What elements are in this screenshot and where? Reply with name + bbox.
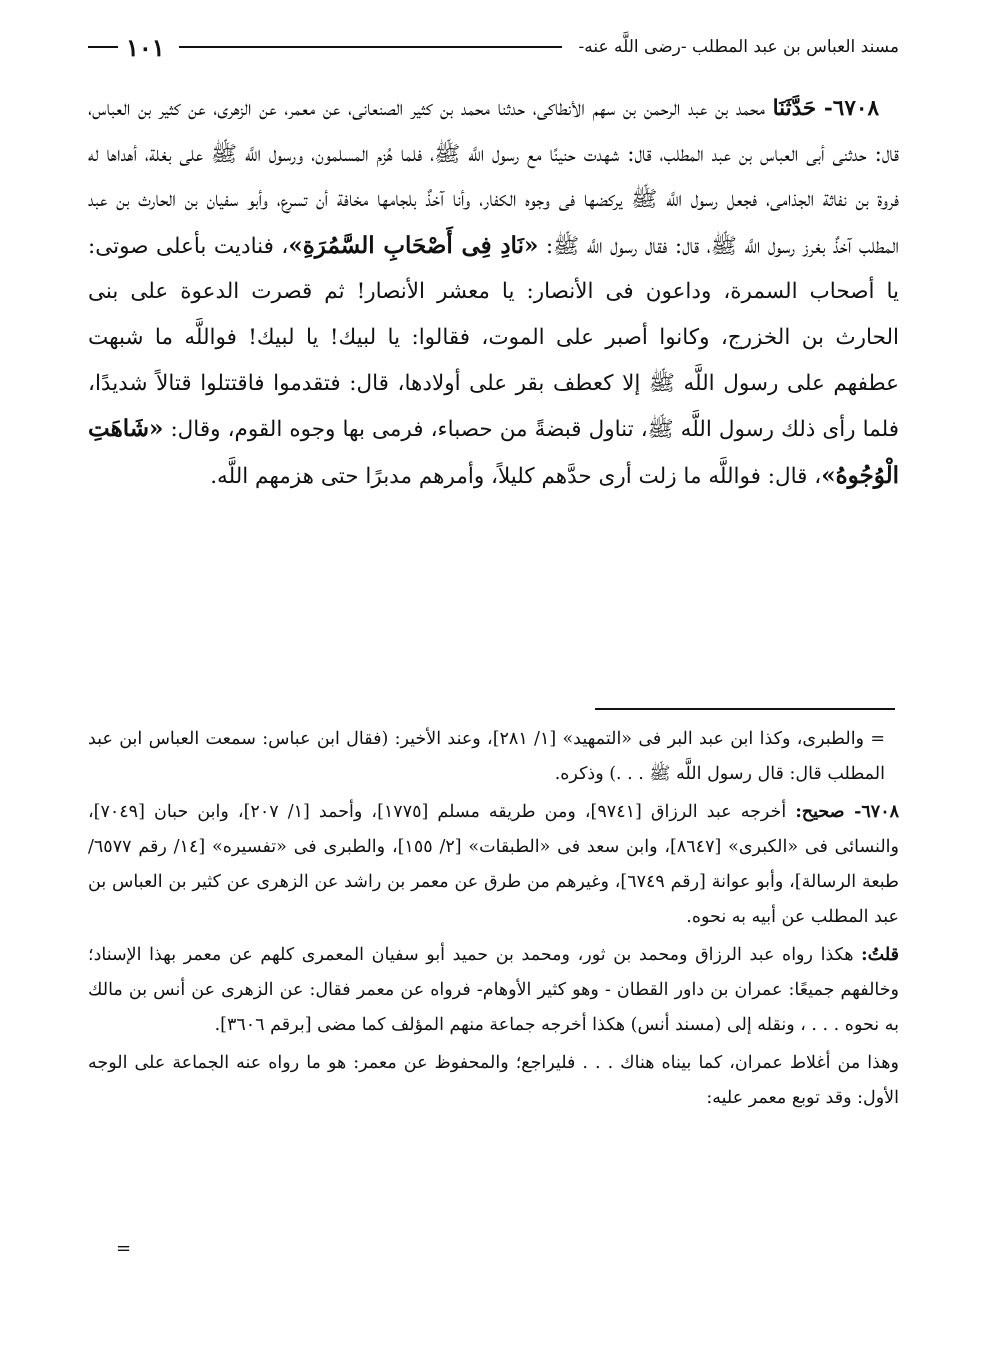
hadith-text-part-2: ، فناديت بأعلى صوتى: يا أصحاب السمرة، وداعون فى الأنصار: يا معشر الأنصار! ثم قصرت الدعوة على بنى الحارث بن الخزرج، وكانوا أصبر على الموت، فقالوا: يا لبيك! يا لبيك! فواللَّه ما شبهت عطفهم على رسول اللَّه ﷺ إلا كعطف بقر على أولادها، قال: فتقدموا فاقتتلوا قتالاً شديدًا، فلما رأى ذلك رسول اللَّه ﷺ، تناول قبضةً من حصباء، فرمى بها وجوه القوم، وقال: bbox=[88, 233, 899, 443]
footnote-conclusion: وهذا من أغلاط عمران، كما بيناه هناك . . . فليراجع؛ والمحفوظ عن معمر: هو ما رواه عنه الجماعة على الوجه الأول: وقد توبع معمر عليه: bbox=[88, 1053, 899, 1108]
footnote-takhrij bbox=[88, 795, 899, 935]
footnote-comment bbox=[88, 938, 899, 1043]
hadith-lead: حَدَّثَنَا bbox=[772, 96, 817, 121]
continuation-mark: = bbox=[116, 1238, 132, 1259]
hadith-text-part-1: محمد بن عبد الرحمن بن سهم الأنطاكى، حدثنا محمد بن كثير الصنعانى، عن معمر، عن الزهرى، عن كثير بن العباس، قال: حدثنى أبى العباس بن عبد المطلب، قال: شهدت حنينًا مع رسول اللَّه ﷺ، فلما هُزم المسلمون، ورسول اللَّه ﷺ على بغلة، أهداها له فروة بن نفاثة الجذامى، فجعل رسول اللَّه ﷺ يركضها فى وجوه الكفار، وأنا آخذٌ بلجامها مخافة أن تسرع، وأبو سفيان بن الحارث بن عبد المطلب آخذٌ بغرز رسول اللَّه ﷺ، قال: فقال رسول اللَّه ﷺ: bbox=[88, 96, 900, 259]
page-number: ١٠١ bbox=[126, 32, 165, 62]
hadith-number: ٦٧٠٨- bbox=[823, 96, 879, 121]
hadith-text bbox=[88, 86, 899, 499]
footnote-takhrij-text: أخرجه عبد الرزاق [٩٧٤١]، ومن طريقه مسلم [١٧٧٥]، وأحمد [١/ ٢٠٧]، وابن حبان [٧٠٤٩]، والنسائى فى «الكبرى» [٨٦٤٧]، وابن سعد فى «الطبقات» [٢/ ١٥٥]، والطبرى فى «تفسيره» [١٤/ رقم ٦٥٧٧/ طبعة الرسالة]، وأبو عوانة [رقم ٦٧٤٩]، وغيرهم من طرق عن معمر بن راشد عن الزهرى عن كثير بن العباس بن عبد المطلب عن أبيه به نحوه. bbox=[88, 802, 899, 927]
running-header bbox=[88, 30, 899, 64]
prophet-quote-1: «نَادِ فِى أَصْحَابِ السَّمُرَةِ» bbox=[288, 231, 539, 259]
header-title: مسند العباس بن عبد المطلب -رضى اللَّه عنه- bbox=[578, 37, 899, 57]
prophet-quote-2: «شَاهَتِ الْوُجُوهُ» bbox=[88, 415, 899, 489]
footnotes bbox=[88, 722, 899, 1119]
footnote-takhrij-label: ٦٧٠٨- صحيح: bbox=[795, 802, 899, 822]
footnote-comment-text: هكذا رواه عبد الرزاق ومحمد بن ثور، ومحمد بن حميد أبو سفيان المعمرى كلهم عن معمر بهذا الإسناد؛ وخالفهم جميعًا: عمران بن داور القطان - وهو كثير الأوهام- فرواه عن معمر فقال: عن الزهرى عن أنس بن مالك به نحوه . . . ، ونقله إلى (مسند أنس) هكذا أخرجه جماعة منهم المؤلف كما مضى [برقم ٣٦٠٦]. bbox=[88, 945, 899, 1035]
hadith-text-part-3: ، قال: فواللَّه ما زلت أرى حدَّهم كليلاً، وأمرهم مدبرًا حتى هزمهم اللَّه. bbox=[210, 463, 822, 489]
footnote-separator bbox=[595, 708, 895, 710]
footnote-continuation: = والطبرى، وكذا ابن عبد البر فى «التمهيد» [١/ ٢٨١]، وعند الأخير: (فقال ابن عباس: سمعت العباس ابن عبد المطلب قال: قال رسول اللَّه ﷺ . . .) وذكره. bbox=[88, 729, 885, 784]
header-dash bbox=[88, 46, 118, 48]
footnote-comment-label: قلتُ: bbox=[861, 945, 899, 965]
hadith-paragraph bbox=[88, 86, 899, 499]
header-rule bbox=[179, 46, 563, 48]
